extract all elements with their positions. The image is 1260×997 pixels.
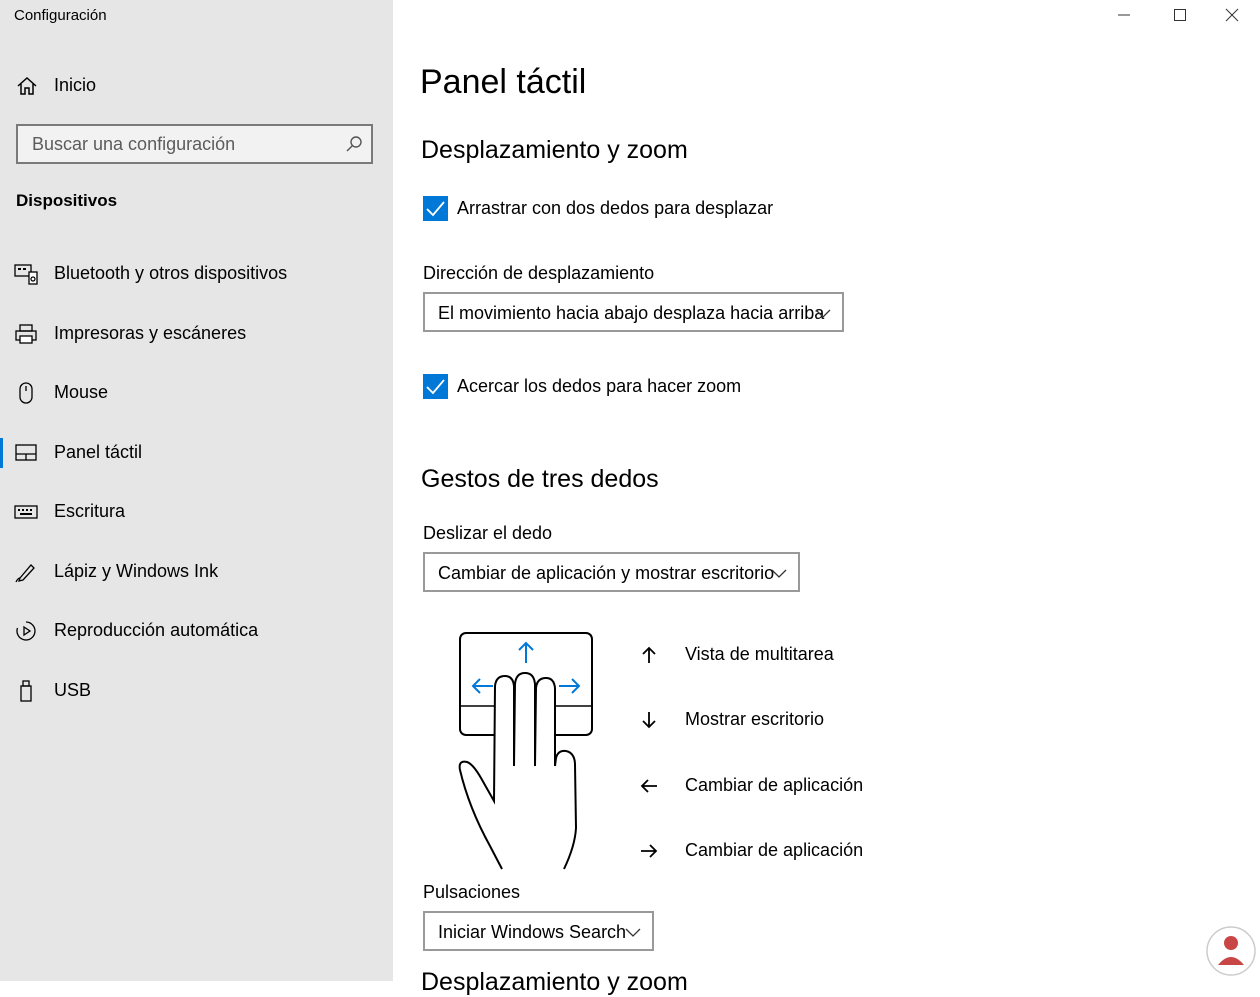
swipe-select[interactable]	[423, 552, 800, 592]
two-finger-scroll-checkbox[interactable]	[423, 196, 448, 221]
pinch-zoom-checkbox[interactable]	[423, 374, 448, 399]
three-finger-gesture-illustration	[455, 628, 605, 873]
sidebar-item-autoplay[interactable]	[0, 608, 393, 654]
mouse-icon	[14, 382, 38, 404]
chevron-down-icon	[771, 568, 787, 578]
printer-icon	[14, 323, 38, 345]
gesture-label: Cambiar de aplicación	[685, 775, 864, 795]
sidebar-item-bluetooth[interactable]	[0, 251, 393, 297]
pen-icon	[14, 561, 38, 583]
sidebar-item-label: Lápiz y Windows Ink	[54, 561, 219, 581]
section-heading-three-finger: Gestos de tres dedos	[421, 465, 659, 493]
sidebar-item-mouse[interactable]	[0, 370, 393, 416]
gesture-label: Cambiar de aplicación	[685, 840, 864, 860]
page-title: Panel táctil	[420, 63, 587, 101]
pinch-zoom-label: Acercar los dedos para hacer zoom	[457, 376, 742, 396]
arrow-right-icon	[640, 842, 658, 860]
sidebar-item-label: Reproducción automática	[54, 620, 259, 640]
two-finger-scroll-label: Arrastrar con dos dedos para desplazar	[457, 198, 774, 218]
arrow-left-icon	[640, 777, 658, 795]
search-box[interactable]	[16, 124, 373, 164]
taps-value: Iniciar Windows Search	[438, 922, 627, 942]
sidebar-item-label: Mouse	[54, 382, 109, 402]
main-content	[393, 0, 1260, 996]
sidebar-item-touchpad[interactable]	[0, 430, 393, 476]
sidebar-item-printers[interactable]	[0, 311, 393, 357]
sidebar-item-label: Bluetooth y otros dispositivos	[54, 263, 288, 283]
chevron-down-icon	[625, 927, 641, 937]
swipe-value: Cambiar de aplicación y mostrar escritorio	[438, 563, 775, 583]
gesture-label: Mostrar escritorio	[685, 709, 825, 729]
checkmark-icon	[426, 200, 445, 217]
section-heading-next: Desplazamiento y zoom	[421, 968, 688, 996]
swipe-label: Deslizar el dedo	[423, 523, 553, 543]
sidebar-item-label: Escritura	[54, 501, 126, 521]
sidebar-home[interactable]	[0, 66, 393, 106]
sidebar	[0, 0, 393, 981]
gesture-label: Vista de multitarea	[685, 644, 834, 664]
taps-select[interactable]	[423, 911, 654, 951]
arrow-down-icon	[640, 711, 658, 729]
checkmark-icon	[426, 378, 445, 395]
autoplay-icon	[14, 620, 38, 642]
app-title: Configuración	[14, 7, 107, 24]
sidebar-item-pen[interactable]	[0, 549, 393, 595]
scroll-direction-label: Dirección de desplazamiento	[423, 263, 655, 283]
keyboard-icon	[14, 501, 38, 523]
watermark-logo-icon	[1205, 925, 1257, 977]
scroll-direction-value: El movimiento hacia abajo desplaza hacia arriba	[438, 303, 825, 323]
search-icon[interactable]	[345, 135, 363, 153]
sidebar-item-label: Panel táctil	[54, 442, 143, 462]
section-title: Dispositivos	[16, 191, 118, 210]
sidebar-item-label: USB	[54, 680, 92, 700]
search-input[interactable]	[18, 126, 338, 162]
chevron-down-icon	[815, 308, 831, 318]
section-heading-scroll-zoom: Desplazamiento y zoom	[421, 136, 688, 164]
home-icon	[16, 76, 38, 96]
arrow-up-icon	[640, 646, 658, 664]
sidebar-item-typing[interactable]	[0, 489, 393, 535]
scroll-direction-select[interactable]	[423, 292, 844, 332]
bluetooth-devices-icon	[14, 263, 38, 285]
touchpad-icon	[14, 442, 38, 464]
sidebar-item-label: Impresoras y escáneres	[54, 323, 247, 343]
home-label: Inicio	[54, 75, 97, 95]
usb-icon	[14, 680, 38, 702]
taps-label: Pulsaciones	[423, 882, 521, 902]
sidebar-item-usb[interactable]	[0, 668, 393, 714]
